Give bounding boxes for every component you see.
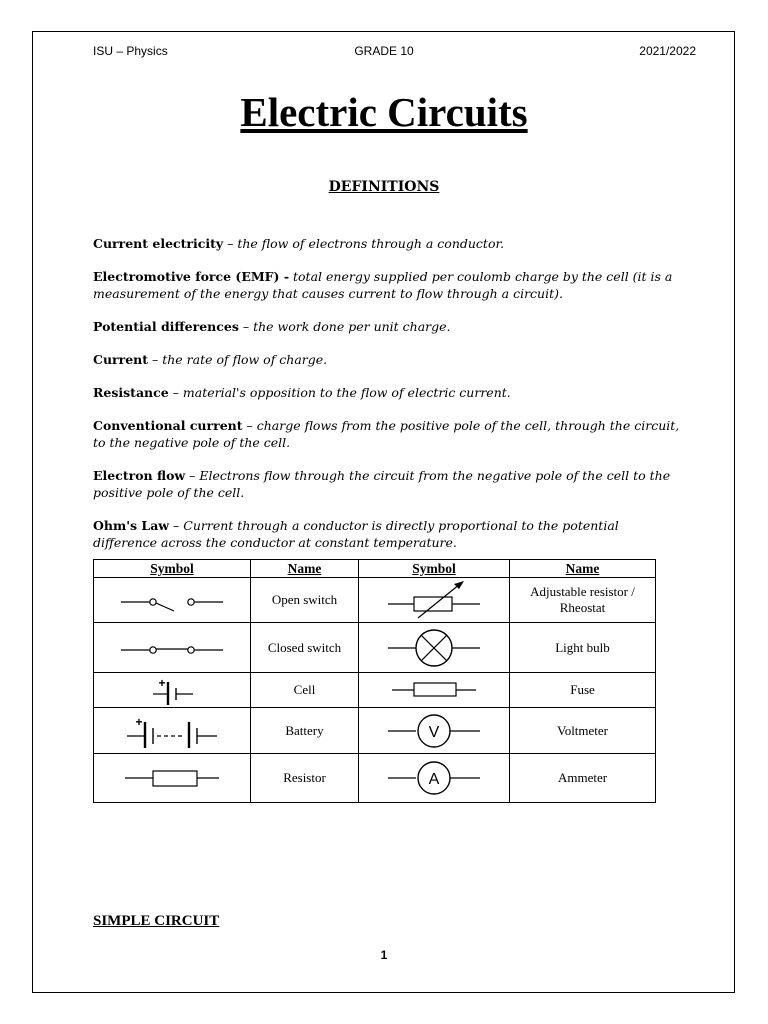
section-heading: SIMPLE CIRCUIT [93, 913, 220, 929]
definition-item [93, 318, 683, 335]
definition-item [93, 467, 683, 501]
definition-term: Current electricity [93, 236, 224, 251]
definition-term: Ohm's Law [93, 518, 170, 533]
definition-separator: – [185, 468, 200, 483]
symbol-name: Cell [251, 673, 359, 708]
definition-item [93, 351, 683, 368]
definition-text: Electrons flow through the circuit from the negative pole of the cell to the positive pole of the cell. [93, 468, 671, 500]
plus-sign: + [135, 714, 143, 729]
symbol-name: Closed switch [251, 623, 359, 673]
header-year: 2021/2022 [639, 44, 696, 58]
definition-term: Potential differences [93, 319, 239, 334]
resistor-icon [117, 766, 227, 790]
ammeter-icon [384, 760, 484, 796]
symbol-name: Voltmeter [510, 708, 656, 754]
light-bulb-icon [384, 626, 484, 670]
symbol-name: Adjustable resistor / Rheostat [510, 578, 656, 623]
definition-item [93, 268, 683, 302]
symbol-name: Fuse [510, 673, 656, 708]
column-header-symbol: Symbol [359, 560, 510, 578]
table-row [94, 708, 656, 754]
symbol-cell [359, 578, 510, 623]
header-subject: ISU – Physics [93, 44, 168, 58]
page-title: Electric Circuits [240, 89, 528, 135]
definition-item [93, 235, 683, 252]
definition-term: Electron flow [93, 468, 186, 483]
definition-separator: – [169, 518, 184, 533]
definition-text: charge flows from the positive pole of the cell, through the circuit, to the negative pole of the cell. [93, 418, 680, 450]
definition-item [93, 384, 683, 401]
fuse-icon [384, 678, 484, 702]
definition-term: Electromotive force (EMF) - [93, 269, 290, 284]
ammeter-letter: A [428, 771, 440, 788]
symbol-cell [359, 708, 510, 754]
symbol-cell [94, 673, 251, 708]
definition-text: Current through a conductor is directly proportional to the potential difference across the conductor at constant temperature. [93, 518, 619, 550]
symbol-name: Ammeter [510, 754, 656, 803]
symbol-cell [359, 754, 510, 803]
symbol-cell [359, 623, 510, 673]
definition-separator: – [168, 385, 183, 400]
definition-text: the flow of electrons through a conductor. [237, 236, 505, 251]
definitions-heading: DEFINITIONS [328, 179, 440, 195]
table-row [94, 673, 656, 708]
definition-text: the work done per unit charge. [253, 319, 451, 334]
symbol-cell [94, 754, 251, 803]
symbol-cell [359, 673, 510, 708]
table-row [94, 754, 656, 803]
open-switch-icon [117, 588, 227, 612]
definition-item [93, 517, 683, 551]
definition-term: Conventional current [93, 418, 243, 433]
column-header-name: Name [251, 560, 359, 578]
definition-term: Current [93, 352, 149, 367]
header-grade: GRADE 10 [354, 44, 414, 58]
symbol-cell [94, 708, 251, 754]
definition-text: material's opposition to the flow of electric current. [182, 385, 511, 400]
battery-icon [117, 714, 227, 748]
symbol-cell [94, 623, 251, 673]
definition-text: the rate of flow of charge. [162, 352, 328, 367]
definitions-list [93, 235, 683, 567]
symbol-name: Resistor [251, 754, 359, 803]
table-row [94, 623, 656, 673]
voltmeter-icon [384, 713, 484, 749]
variable-resistor-icon [384, 578, 484, 622]
definition-text: total energy supplied per coulomb charge by the cell (it is a measurement of the energy that causes current to flow through a circuit). [93, 269, 673, 301]
definition-separator: – [242, 418, 257, 433]
closed-switch-icon [117, 636, 227, 660]
page-number: 1 [380, 948, 388, 962]
definition-separator: – [148, 352, 163, 367]
table-header-row [94, 560, 656, 578]
definition-separator: – [223, 236, 238, 251]
symbol-name: Battery [251, 708, 359, 754]
definition-term: Resistance [93, 385, 169, 400]
table-row [94, 578, 656, 623]
column-header-symbol: Symbol [94, 560, 251, 578]
definition-item [93, 417, 683, 451]
definition-separator: – [238, 319, 254, 334]
plus-sign: + [158, 676, 166, 690]
symbol-name: Open switch [251, 578, 359, 623]
voltmeter-letter: V [428, 723, 440, 741]
symbol-cell [94, 578, 251, 623]
cell-icon [117, 675, 227, 705]
column-header-name: Name [510, 560, 656, 578]
symbol-name: Light bulb [510, 623, 656, 673]
circuit-symbols-table [93, 559, 656, 803]
